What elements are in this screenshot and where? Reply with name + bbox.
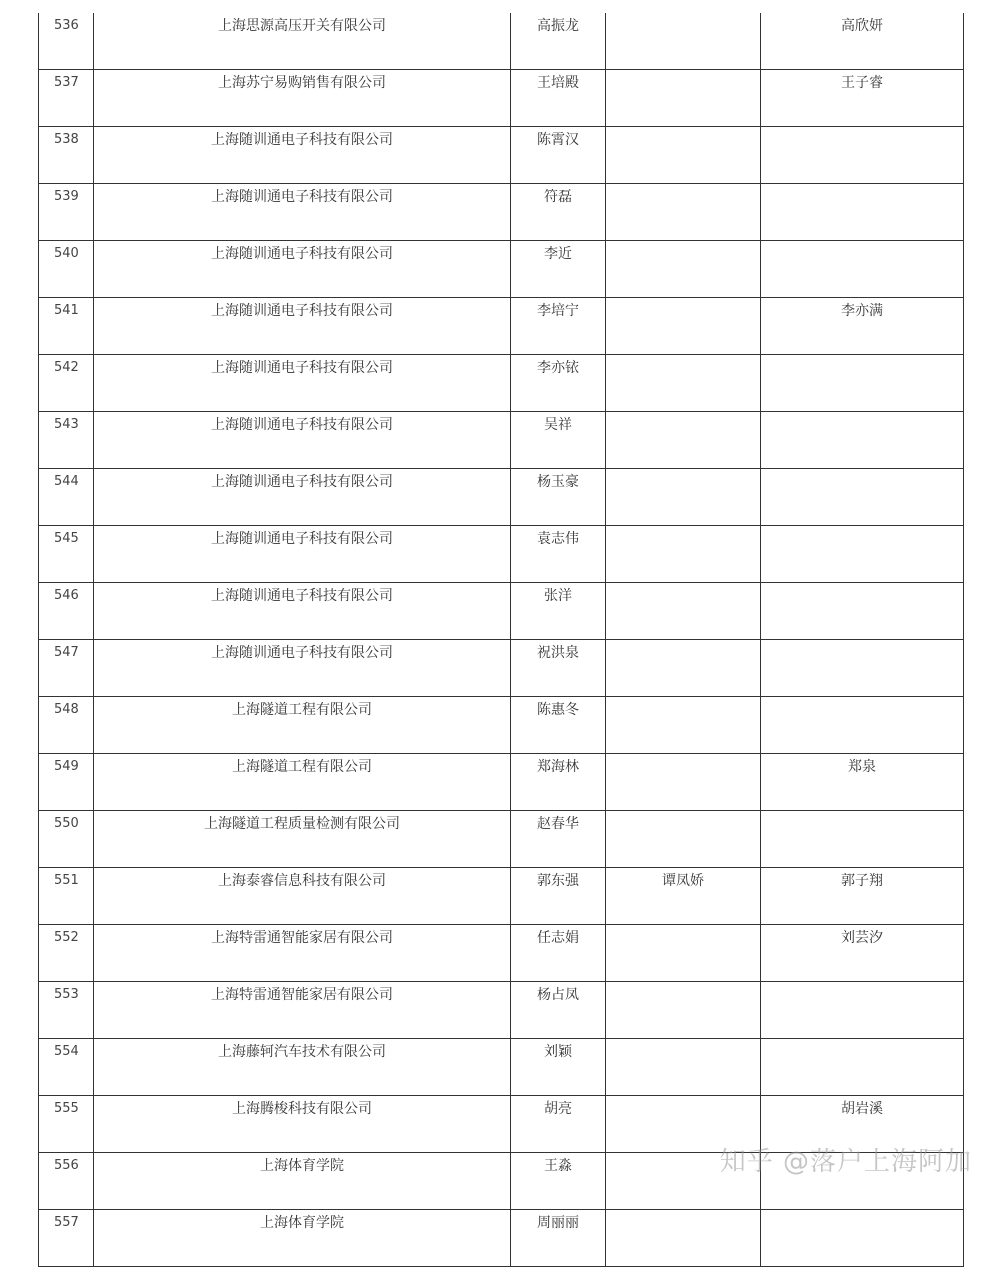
child-name-cell	[761, 697, 964, 754]
row-number-cell: 550	[39, 811, 94, 868]
applicant-name-cell: 杨玉豪	[511, 469, 606, 526]
company-name-cell: 上海隧道工程有限公司	[94, 754, 511, 811]
table-row	[39, 1039, 964, 1096]
zhihu-watermark: 知乎 @落户上海阿加	[719, 1147, 972, 1177]
child-name-cell	[761, 640, 964, 697]
applicant-name-cell: 张洋	[511, 583, 606, 640]
table-row	[39, 1210, 964, 1267]
row-number-cell: 551	[39, 868, 94, 925]
company-name-cell: 上海思源高压开关有限公司	[94, 13, 511, 70]
applicant-name-cell: 胡亮	[511, 1096, 606, 1153]
company-name-cell: 上海苏宁易购销售有限公司	[94, 70, 511, 127]
child-name-cell	[761, 241, 964, 298]
company-name-cell: 上海随训通电子科技有限公司	[94, 583, 511, 640]
child-name-cell	[761, 469, 964, 526]
row-number-cell: 537	[39, 70, 94, 127]
applicant-name-cell: 陈惠冬	[511, 697, 606, 754]
applicant-name-cell: 李近	[511, 241, 606, 298]
company-name-cell: 上海体育学院	[94, 1210, 511, 1267]
company-name-cell: 上海随训通电子科技有限公司	[94, 184, 511, 241]
spouse-name-cell	[606, 811, 761, 868]
spouse-name-cell	[606, 925, 761, 982]
spouse-name-cell	[606, 241, 761, 298]
company-name-cell: 上海随训通电子科技有限公司	[94, 412, 511, 469]
company-name-cell: 上海随训通电子科技有限公司	[94, 355, 511, 412]
company-name-cell: 上海隧道工程质量检测有限公司	[94, 811, 511, 868]
table-row	[39, 127, 964, 184]
child-name-cell: 李亦满	[761, 298, 964, 355]
company-name-cell: 上海泰睿信息科技有限公司	[94, 868, 511, 925]
applicant-name-cell: 祝洪泉	[511, 640, 606, 697]
child-name-cell	[761, 1039, 964, 1096]
row-number-cell: 552	[39, 925, 94, 982]
table-row	[39, 241, 964, 298]
table-row	[39, 697, 964, 754]
row-number-cell: 546	[39, 583, 94, 640]
child-name-cell	[761, 526, 964, 583]
spouse-name-cell	[606, 754, 761, 811]
roster-table	[38, 13, 964, 1267]
table-row	[39, 298, 964, 355]
applicant-name-cell: 符磊	[511, 184, 606, 241]
applicant-name-cell: 袁志伟	[511, 526, 606, 583]
table-row	[39, 925, 964, 982]
child-name-cell: 刘芸汐	[761, 925, 964, 982]
company-name-cell: 上海随训通电子科技有限公司	[94, 127, 511, 184]
row-number-cell: 553	[39, 982, 94, 1039]
row-number-cell: 543	[39, 412, 94, 469]
roster-table-body	[39, 13, 964, 1267]
roster-table-container	[38, 13, 963, 1267]
company-name-cell: 上海随训通电子科技有限公司	[94, 526, 511, 583]
row-number-cell: 549	[39, 754, 94, 811]
row-number-cell: 540	[39, 241, 94, 298]
table-row	[39, 583, 964, 640]
table-row	[39, 355, 964, 412]
company-name-cell: 上海体育学院	[94, 1153, 511, 1210]
applicant-name-cell: 刘颖	[511, 1039, 606, 1096]
child-name-cell	[761, 412, 964, 469]
table-row	[39, 526, 964, 583]
company-name-cell: 上海特雷通智能家居有限公司	[94, 982, 511, 1039]
child-name-cell	[761, 982, 964, 1039]
table-row	[39, 640, 964, 697]
table-row	[39, 754, 964, 811]
applicant-name-cell: 周丽丽	[511, 1210, 606, 1267]
child-name-cell: 胡岩溪	[761, 1096, 964, 1153]
table-row	[39, 811, 964, 868]
applicant-name-cell: 郑海林	[511, 754, 606, 811]
company-name-cell: 上海随训通电子科技有限公司	[94, 241, 511, 298]
applicant-name-cell: 任志娟	[511, 925, 606, 982]
child-name-cell: 郭子翔	[761, 868, 964, 925]
spouse-name-cell	[606, 127, 761, 184]
spouse-name-cell	[606, 982, 761, 1039]
applicant-name-cell: 杨占凤	[511, 982, 606, 1039]
spouse-name-cell	[606, 1039, 761, 1096]
child-name-cell	[761, 127, 964, 184]
company-name-cell: 上海随训通电子科技有限公司	[94, 469, 511, 526]
spouse-name-cell	[606, 70, 761, 127]
child-name-cell: 高欣妍	[761, 13, 964, 70]
applicant-name-cell: 高振龙	[511, 13, 606, 70]
spouse-name-cell	[606, 526, 761, 583]
table-row	[39, 982, 964, 1039]
company-name-cell: 上海藤轲汽车技术有限公司	[94, 1039, 511, 1096]
company-name-cell: 上海隧道工程有限公司	[94, 697, 511, 754]
child-name-cell: 王子睿	[761, 70, 964, 127]
spouse-name-cell	[606, 412, 761, 469]
row-number-cell: 556	[39, 1153, 94, 1210]
child-name-cell	[761, 184, 964, 241]
table-row	[39, 13, 964, 70]
row-number-cell: 542	[39, 355, 94, 412]
row-number-cell: 547	[39, 640, 94, 697]
row-number-cell: 554	[39, 1039, 94, 1096]
child-name-cell	[761, 355, 964, 412]
table-row	[39, 70, 964, 127]
applicant-name-cell: 陈霄汉	[511, 127, 606, 184]
table-row	[39, 469, 964, 526]
row-number-cell: 538	[39, 127, 94, 184]
company-name-cell: 上海随训通电子科技有限公司	[94, 298, 511, 355]
row-number-cell: 541	[39, 298, 94, 355]
applicant-name-cell: 李亦铱	[511, 355, 606, 412]
spouse-name-cell	[606, 1210, 761, 1267]
company-name-cell: 上海特雷通智能家居有限公司	[94, 925, 511, 982]
row-number-cell: 555	[39, 1096, 94, 1153]
row-number-cell: 544	[39, 469, 94, 526]
spouse-name-cell	[606, 13, 761, 70]
applicant-name-cell: 吴祥	[511, 412, 606, 469]
applicant-name-cell: 李培宁	[511, 298, 606, 355]
spouse-name-cell	[606, 640, 761, 697]
child-name-cell	[761, 811, 964, 868]
child-name-cell	[761, 583, 964, 640]
applicant-name-cell: 王培殿	[511, 70, 606, 127]
table-row	[39, 412, 964, 469]
applicant-name-cell: 王淼	[511, 1153, 606, 1210]
applicant-name-cell: 赵春华	[511, 811, 606, 868]
row-number-cell: 548	[39, 697, 94, 754]
row-number-cell: 536	[39, 13, 94, 70]
table-row	[39, 868, 964, 925]
spouse-name-cell	[606, 583, 761, 640]
row-number-cell: 557	[39, 1210, 94, 1267]
row-number-cell: 545	[39, 526, 94, 583]
spouse-name-cell: 谭凤娇	[606, 868, 761, 925]
row-number-cell: 539	[39, 184, 94, 241]
spouse-name-cell	[606, 469, 761, 526]
table-row	[39, 184, 964, 241]
spouse-name-cell	[606, 184, 761, 241]
child-name-cell: 郑泉	[761, 754, 964, 811]
spouse-name-cell	[606, 298, 761, 355]
company-name-cell: 上海随训通电子科技有限公司	[94, 640, 511, 697]
applicant-name-cell: 郭东强	[511, 868, 606, 925]
child-name-cell	[761, 1210, 964, 1267]
company-name-cell: 上海腾梭科技有限公司	[94, 1096, 511, 1153]
spouse-name-cell	[606, 355, 761, 412]
spouse-name-cell	[606, 697, 761, 754]
